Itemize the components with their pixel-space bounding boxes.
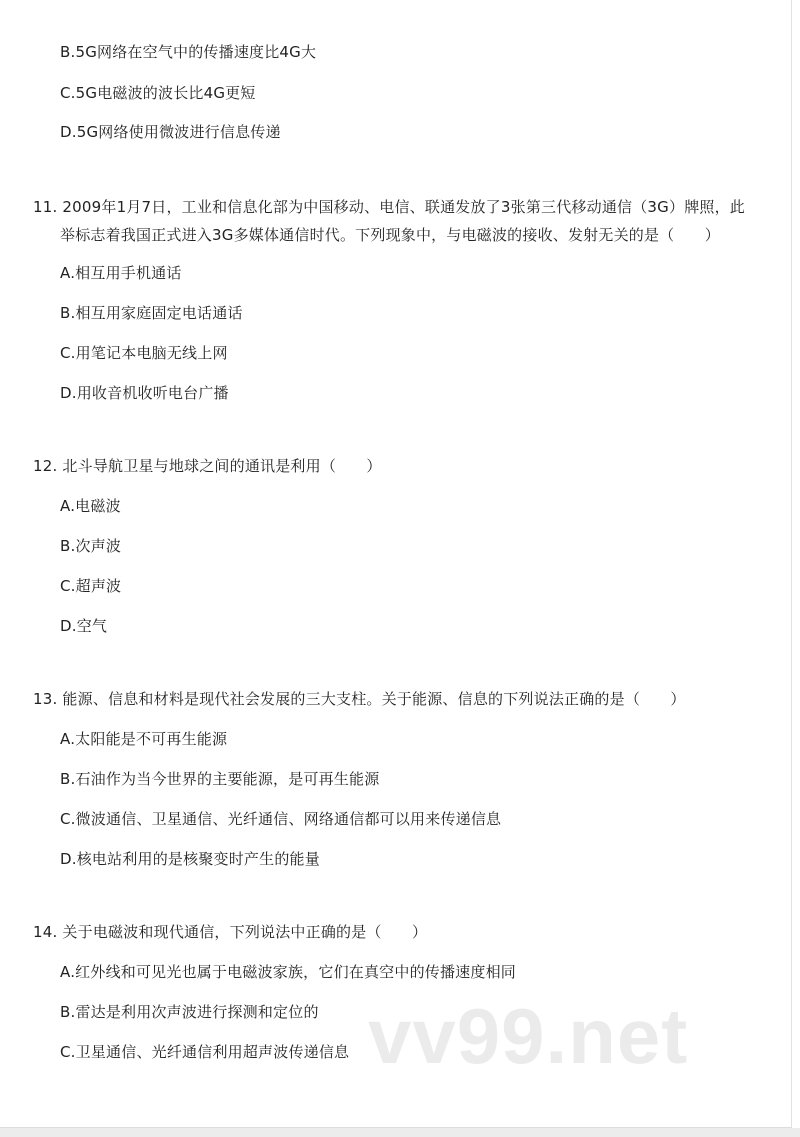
q11-option-b: B.相互用家庭固定电话通话 xyxy=(60,304,243,322)
q11-option-a: A.相互用手机通话 xyxy=(60,264,182,282)
q14-option-b: B.雷达是利用次声波进行探测和定位的 xyxy=(60,1003,319,1021)
q11-option-c: C.用笔记本电脑无线上网 xyxy=(60,344,228,362)
q12-option-a: A.电磁波 xyxy=(60,497,121,515)
q14-option-a: A.红外线和可见光也属于电磁波家族，它们在真空中的传播速度相同 xyxy=(60,963,516,981)
watermark: vv99.net xyxy=(368,992,689,1080)
q13-option-a: A.太阳能是不可再生能源 xyxy=(60,730,228,748)
q13-option-b: B.石油作为当今世界的主要能源，是可再生能源 xyxy=(60,770,380,788)
q13-option-d: D.核电站利用的是核聚变时产生的能量 xyxy=(60,850,320,868)
q14-stem: 14. 关于电磁波和现代通信，下列说法中正确的是（ ） xyxy=(33,923,428,941)
q11-stem-line1: 11. 2009年1月7日，工业和信息化部为中国移动、电信、联通发放了3张第三代移动通信（3G）牌照，此 xyxy=(33,198,745,216)
q12-stem: 12. 北斗导航卫星与地球之间的通讯是利用（ ） xyxy=(33,457,382,475)
q11-option-d: D.用收音机收听电台广播 xyxy=(60,384,229,402)
q12-option-d: D.空气 xyxy=(60,617,108,635)
q10-option-d: D.5G网络使用微波进行信息传递 xyxy=(60,123,281,141)
q13-stem: 13. 能源、信息和材料是现代社会发展的三大支柱。关于能源、信息的下列说法正确的是（ ） xyxy=(33,690,686,708)
q11-stem-line2: 举标志着我国正式进入3G多媒体通信时代。下列现象中，与电磁波的接收、发射无关的是（ ） xyxy=(60,226,720,244)
q14-option-c: C.卫星通信、光纤通信利用超声波传递信息 xyxy=(60,1043,350,1061)
q12-option-b: B.次声波 xyxy=(60,537,122,555)
q10-option-b: B.5G网络在空气中的传播速度比4G大 xyxy=(60,43,317,61)
q10-option-c: C.5G电磁波的波长比4G更短 xyxy=(60,84,256,102)
q13-option-c: C.微波通信、卫星通信、光纤通信、网络通信都可以用来传递信息 xyxy=(60,810,502,828)
page-gap xyxy=(0,1128,800,1137)
q12-option-c: C.超声波 xyxy=(60,577,122,595)
